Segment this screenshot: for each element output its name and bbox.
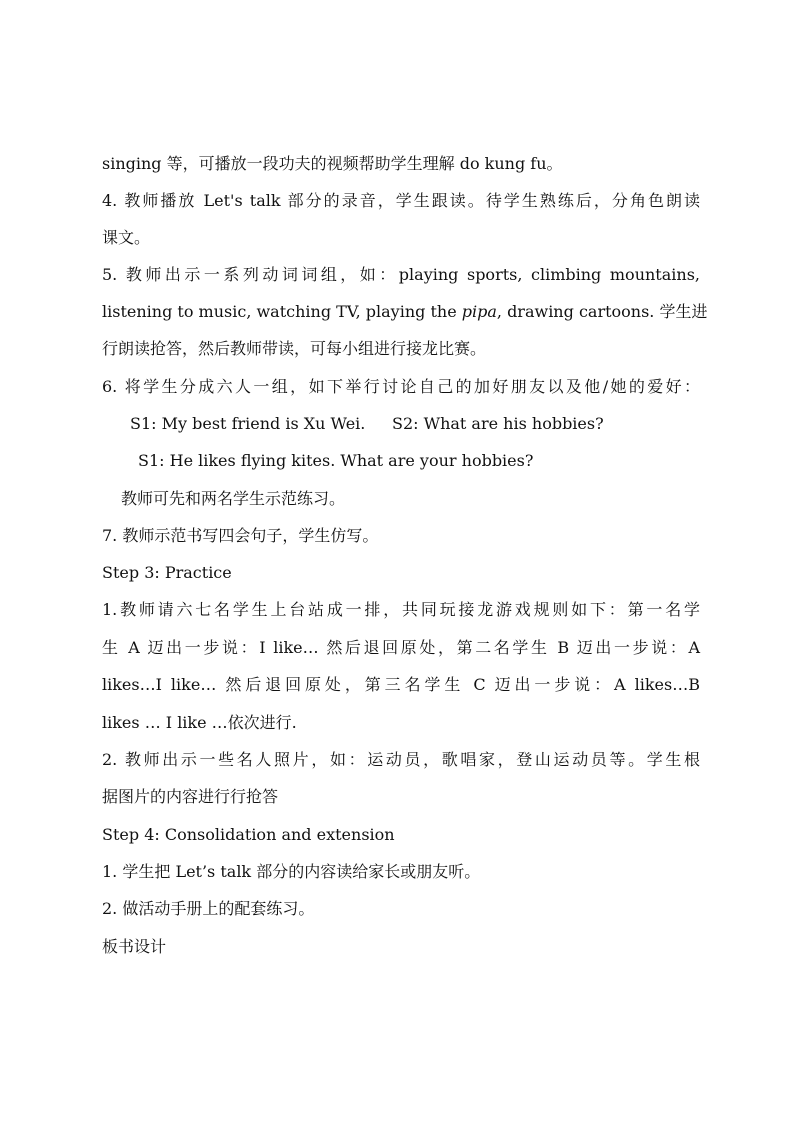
section-heading: Step 4: Consolidation and extension — [102, 825, 395, 844]
italic-word: pipa — [461, 302, 497, 321]
text-line: 行朗读抢答，然后教师带读，可每小组进行接龙比赛。 — [102, 339, 487, 358]
text-line — [102, 302, 708, 322]
text-line: 据图片的内容进行行抢答 — [102, 787, 279, 806]
text-line: 课文。 — [102, 228, 151, 247]
text-line: singing 等，可播放一段功夫的视频帮助学生理解 do kung fu。 — [102, 154, 563, 173]
text-segment: listening to music, watching TV, playing the — [102, 302, 462, 321]
text-line: 7. 教师示范书写四会句子，学生仿写。 — [102, 526, 379, 545]
text-line: 4. 教师播放 Let's talk 部分的录音，学生跟读。待学生熟练后，分角色朗读 — [102, 191, 700, 210]
dialogue-line: S1: He likes flying kites. What are your hobbies? — [138, 451, 534, 470]
text-line: 1.教师请六七名学生上台站成一排，共同玩接龙游戏规则如下：第一名学 — [102, 600, 700, 619]
text-segment: , drawing cartoons. 学生进 — [496, 302, 708, 321]
dialogue-line: S1: My best friend is Xu Wei. — [130, 414, 366, 433]
section-heading: 板书设计 — [102, 937, 167, 956]
text-line: 6. 将学生分成六人一组，如下举行讨论自己的加好朋友以及他/她的爱好： — [102, 377, 700, 396]
text-line: 2. 教师出示一些名人照片，如：运动员，歌唱家，登山运动员等。学生根 — [102, 750, 700, 769]
text-line: likes … I like …依次进行. — [102, 713, 297, 732]
section-heading: Step 3: Practice — [102, 563, 232, 582]
text-line: 教师可先和两名学生示范练习。 — [121, 489, 346, 508]
dialogue-line: S2: What are his hobbies? — [392, 414, 604, 433]
text-line: likes…I like… 然后退回原处，第三名学生 C 迈出一步说：A likes…B — [102, 675, 700, 694]
text-line: 2. 做活动手册上的配套练习。 — [102, 899, 315, 918]
text-line: 1. 学生把 Let’s talk 部分的内容读给家长或朋友听。 — [102, 862, 481, 881]
text-line: 生 A 迈出一步说：I like… 然后退回原处，第二名学生 B 迈出一步说：A — [102, 638, 700, 657]
text-line: 5. 教师出示一系列动词词组，如：playing sports, climbing mountains, — [102, 265, 700, 284]
